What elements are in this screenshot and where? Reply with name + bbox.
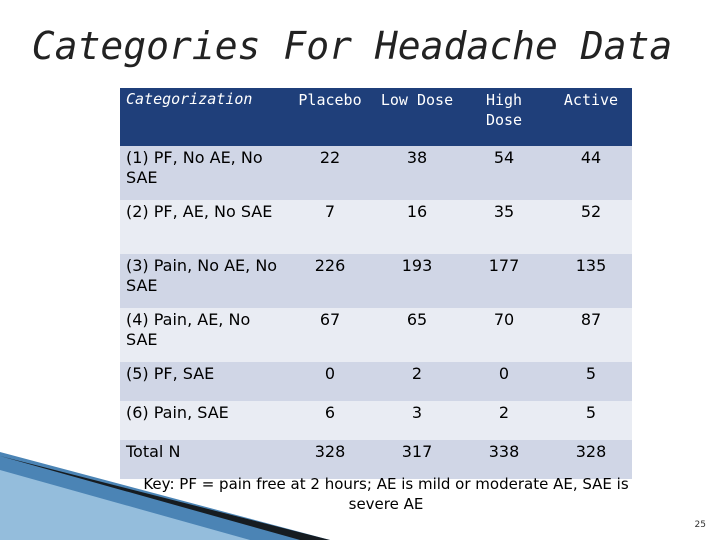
cell-high-dose: 70 (458, 308, 548, 362)
cell-placebo: 328 (284, 440, 374, 479)
table-row (120, 200, 632, 254)
cell-high-dose: 0 (458, 362, 548, 401)
row-label: (3) Pain, No AE, No SAE (120, 254, 284, 308)
headache-data-table (120, 88, 632, 479)
header-active: Active (548, 88, 632, 146)
cell-placebo: 226 (284, 254, 374, 308)
cell-high-dose: 338 (458, 440, 548, 479)
cell-active: 44 (548, 146, 632, 200)
row-label: (2) PF, AE, No SAE (120, 200, 284, 254)
table-row (120, 362, 632, 401)
row-label: (4) Pain, AE, No SAE (120, 308, 284, 362)
cell-active: 5 (548, 401, 632, 440)
cell-placebo: 0 (284, 362, 374, 401)
table-row (120, 146, 632, 200)
row-label: (5) PF, SAE (120, 362, 284, 401)
table-row (120, 308, 632, 362)
cell-high-dose: 54 (458, 146, 548, 200)
cell-active: 5 (548, 362, 632, 401)
cell-high-dose: 35 (458, 200, 548, 254)
cell-low-dose: 2 (374, 362, 458, 401)
key-footnote: Key: PF = pain free at 2 hours; AE is mild or moderate AE, SAE is severe AE (143, 475, 629, 513)
header-high-dose: High Dose (458, 88, 548, 146)
cell-low-dose: 193 (374, 254, 458, 308)
cell-low-dose: 3 (374, 401, 458, 440)
table-row (120, 254, 632, 308)
cell-high-dose: 177 (458, 254, 548, 308)
cell-active: 328 (548, 440, 632, 479)
cell-placebo: 7 (284, 200, 374, 254)
cell-active: 87 (548, 308, 632, 362)
cell-low-dose: 65 (374, 308, 458, 362)
cell-active: 52 (548, 200, 632, 254)
header-placebo: Placebo (284, 88, 374, 146)
row-label: (6) Pain, SAE (120, 401, 284, 440)
header-low-dose: Low Dose (374, 88, 458, 146)
cell-active: 135 (548, 254, 632, 308)
cell-low-dose: 38 (374, 146, 458, 200)
row-label: Total N (120, 440, 284, 479)
slide-title: Categories For Headache Data (31, 24, 673, 68)
page-number: 25 (694, 520, 706, 530)
cell-placebo: 22 (284, 146, 374, 200)
header-categorization: Categorization (120, 88, 284, 146)
table-row (120, 401, 632, 440)
table-header-row (120, 88, 632, 146)
cell-placebo: 67 (284, 308, 374, 362)
cell-low-dose: 317 (374, 440, 458, 479)
cell-low-dose: 16 (374, 200, 458, 254)
cell-high-dose: 2 (458, 401, 548, 440)
cell-placebo: 6 (284, 401, 374, 440)
row-label: (1) PF, No AE, No SAE (120, 146, 284, 200)
